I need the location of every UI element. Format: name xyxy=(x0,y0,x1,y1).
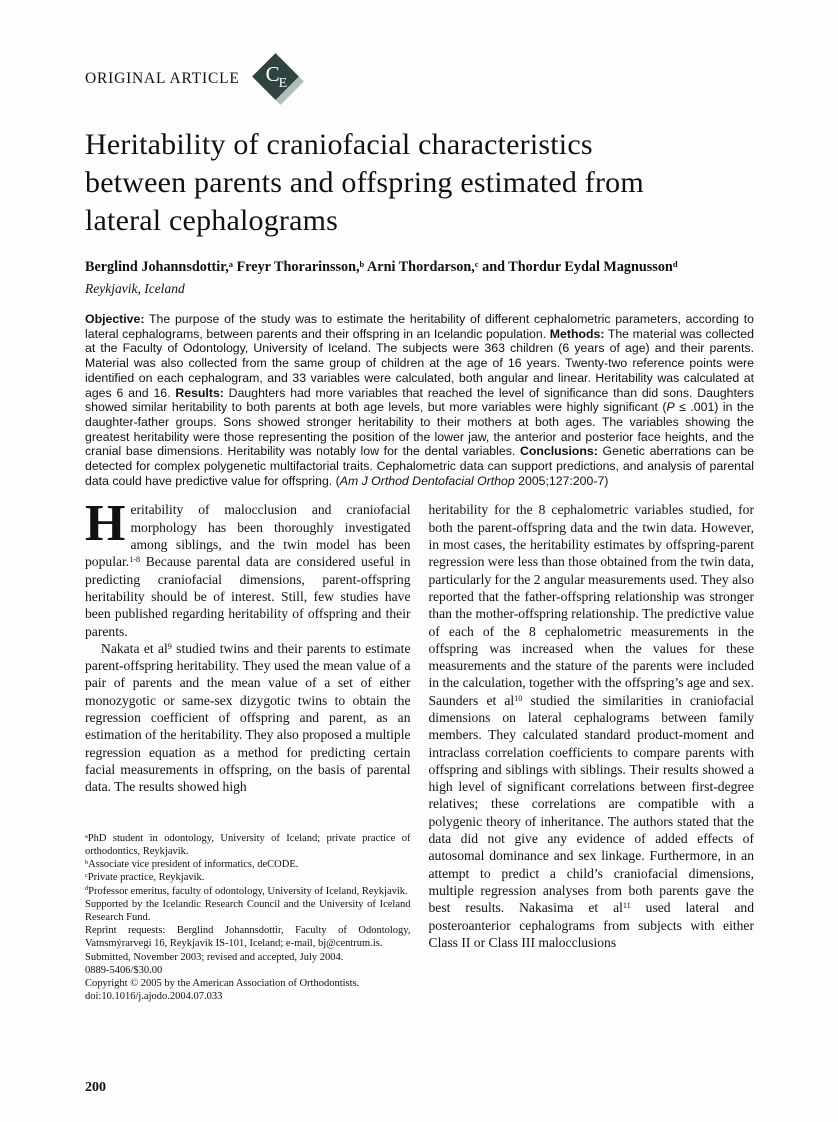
footnote-support: Supported by the Icelandic Research Council and the University of Iceland Research Fund. xyxy=(85,898,411,924)
article-title-line-1: Heritability of craniofacial characteristics xyxy=(85,128,593,161)
author-name: Freyr Thorarinsson, xyxy=(233,259,360,275)
right-column xyxy=(429,501,755,1003)
reference-superscript: 9 xyxy=(167,641,172,651)
authors-line xyxy=(85,259,754,276)
body-paragraph-2 xyxy=(85,640,411,796)
article-title xyxy=(85,126,754,240)
author-affiliation: Reykjavik, Iceland xyxy=(85,281,185,296)
footnote-text: PhD student in odontology, University of Iceland; private practice of orthodontics, Reykjavik. xyxy=(85,832,411,857)
journal-citation-rest: 2005;127:200-7) xyxy=(514,473,609,488)
left-column xyxy=(85,495,411,1003)
drop-cap: H xyxy=(85,495,126,553)
footnote-reprint-requests: Reprint requests: Berglind Johannsdottir, Faculty of Odontology, Vatnsmýrarvegi 16, Reykjavik IS-101, Iceland; e-mail, bj@centrum.is. xyxy=(85,925,411,950)
abstract xyxy=(85,312,754,488)
abstract-methods-text: The material was collected at the Faculty of Odontology, University of Iceland. The subjects were 363 children (6 years of age) and their parents. Material was also collected from the same group of children at the age of 16 years. Twenty-two reference points were identified on each cephalogram, and 33 variables were calculated, both angular and linear. Heritability was calculated at ages 6 and 16. xyxy=(85,326,754,400)
body-columns xyxy=(85,495,755,1003)
footnotes xyxy=(85,832,411,1004)
author-affiliation-marker: a xyxy=(228,258,234,269)
footnote-text: Associate vice president of informatics, deCODE. xyxy=(88,859,299,871)
article-header xyxy=(85,52,754,106)
author-affiliation-marker: d xyxy=(672,258,678,269)
footnote-submitted: Submitted, November 2003; revised and accepted, July 2004. xyxy=(85,951,344,963)
footnote-b xyxy=(85,858,411,871)
author-affiliation-marker: c xyxy=(474,258,479,269)
page-number: 200 xyxy=(85,1080,106,1095)
reference-superscript: 11 xyxy=(622,901,631,911)
footnote-marker: a xyxy=(85,832,88,840)
body-paragraph-3 xyxy=(429,501,755,951)
footnote-c xyxy=(85,871,411,884)
footnote-text: Private practice, Reykjavik. xyxy=(87,872,205,884)
footnote-copyright: Copyright © 2005 by the American Association of Orthodontists. xyxy=(85,978,360,990)
paragraph-text: heritability for the 8 cephalometric variables studied, for both the parent-offspring data and the twin data. However, in most cases, the heritability estimates by offspring-parent regression were less than those obtained from the twin data, particularly for the 2 angular measurements used. They also reported that the father-offspring relationship was stronger than the mother-offspring relationship. The predictive value of each of the 8 cephalometric measurements in the offspring was increased when the values for these measurements and the stature of the parents were included in the calculation, together with the offspring’s age and sex. Saunders et al xyxy=(428,502,755,708)
reference-superscript: 1-8 xyxy=(129,555,141,565)
p-value-symbol: P xyxy=(666,400,675,415)
paragraph-text: used lateral and posteroanterior cephalograms from subjects with either Class II or Class III malocclusions xyxy=(428,900,754,950)
abstract-results-text: ≤ .001) in the daughter-father groups. Sons showed stronger heritability to their mothers at both ages. The variables showing the greatest heritability were those representing the position of the lower jaw, the anterior and posterior face heights, and the cranial base dimensions. Heritability was notably low for the dental variables. xyxy=(85,400,755,459)
footnote-marker: d xyxy=(85,885,89,893)
article-title-line-3: lateral cephalograms xyxy=(85,204,339,237)
footnote-d xyxy=(85,885,411,898)
abstract-label-objective: Objective: xyxy=(85,312,145,326)
article-title-line-2: between parents and offspring estimated from xyxy=(85,166,644,199)
author-name: Berglind Johannsdottir, xyxy=(85,259,229,275)
footnote-doi: doi:10.1016/j.ajodo.2004.07.033 xyxy=(85,991,223,1003)
abstract-results-text: Daughters had more variables that reached the level of significance than did sons. Daughters showed similar heritability to both parents at both age levels, but more variables were highly significant ( xyxy=(85,385,754,415)
abstract-label-conclusions: Conclusions: xyxy=(519,444,598,459)
body-paragraph-1 xyxy=(85,495,411,639)
abstract-objective-text: The purpose of the study was to estimate the heritability of different cephalometric parameters, according to lateral cephalograms, between parents and their offspring in an Icelandic population. xyxy=(85,312,754,341)
footnote-marker: c xyxy=(85,872,88,880)
footnote-a xyxy=(85,832,411,858)
author-affiliation-marker: b xyxy=(359,258,365,269)
paragraph-text: eritability of malocclusion and craniofacial morphology has been thoroughly investigated among siblings, and the twin model has been popular. xyxy=(85,502,411,570)
ce-logo-letter-e: E xyxy=(278,76,288,91)
footnote-issn-price: 0889-5406/$30.00 xyxy=(85,964,163,976)
paragraph-text: studied the similarities in craniofacial dimensions on lateral cephalograms between family members. They calculated standard product-moment and intraclass correlation coefficients to compare parents with offspring and siblings with siblings. Their results showed a high level of significant correlations between first-degree relatives; these correlations are compatible with a polygenic theory of inheritance. The authors stated that the data did not give any evidence of added effects of autosomal dominance and sex linkage. Furthermore, in an attempt to predict a child’s craniofacial dimensions, multiple regression analyses from both parents gave the best results. Nakasima et al xyxy=(428,692,754,916)
ce-logo-letter-c: C xyxy=(265,62,280,86)
author-name: Arni Thordarson, xyxy=(364,259,475,275)
article-type-label: ORIGINAL ARTICLE xyxy=(85,70,240,87)
paragraph-text: Because parental data are considered useful in predicting craniofacial dimensions, parent-offspring heritability should be of interest. Still, few studies have been published regarding heritability of offspring and their parents. xyxy=(85,554,411,639)
paragraph-text: studied twins and their parents to estimate parent-offspring heritability. They used the mean value of a pair of parents and the mean value of a set of either monozygotic or same-sex dizygotic twins to obtain the regression coefficient of offspring and parent, as an estimation of the heritability. They also proposed a multiple regression equation as a method for predicting certain facial measurements in offspring, on the basis of parental data. The results showed high xyxy=(85,640,411,795)
footnote-text: Professor emeritus, faculty of odontology, University of Iceland, Reykjavik. xyxy=(88,885,408,897)
author-name: and Thordur Eydal Magnusson xyxy=(478,259,673,275)
abstract-label-methods: Methods: xyxy=(549,326,605,341)
journal-citation-name: Am J Orthod Dentofacial Orthop xyxy=(339,473,515,488)
abstract-conclusions-text: Genetic aberrations can be detected for complex polygenetic multifactorial traits. Cephalometric data can support predictions, and analysis of parental data could have predictive value for offspring. ( xyxy=(85,444,754,488)
footnote-marker: b xyxy=(85,859,89,867)
abstract-label-results: Results: xyxy=(175,385,224,400)
ce-logo xyxy=(252,53,304,105)
paragraph-text: Nakata et al xyxy=(101,640,168,656)
reference-superscript: 10 xyxy=(514,693,523,703)
